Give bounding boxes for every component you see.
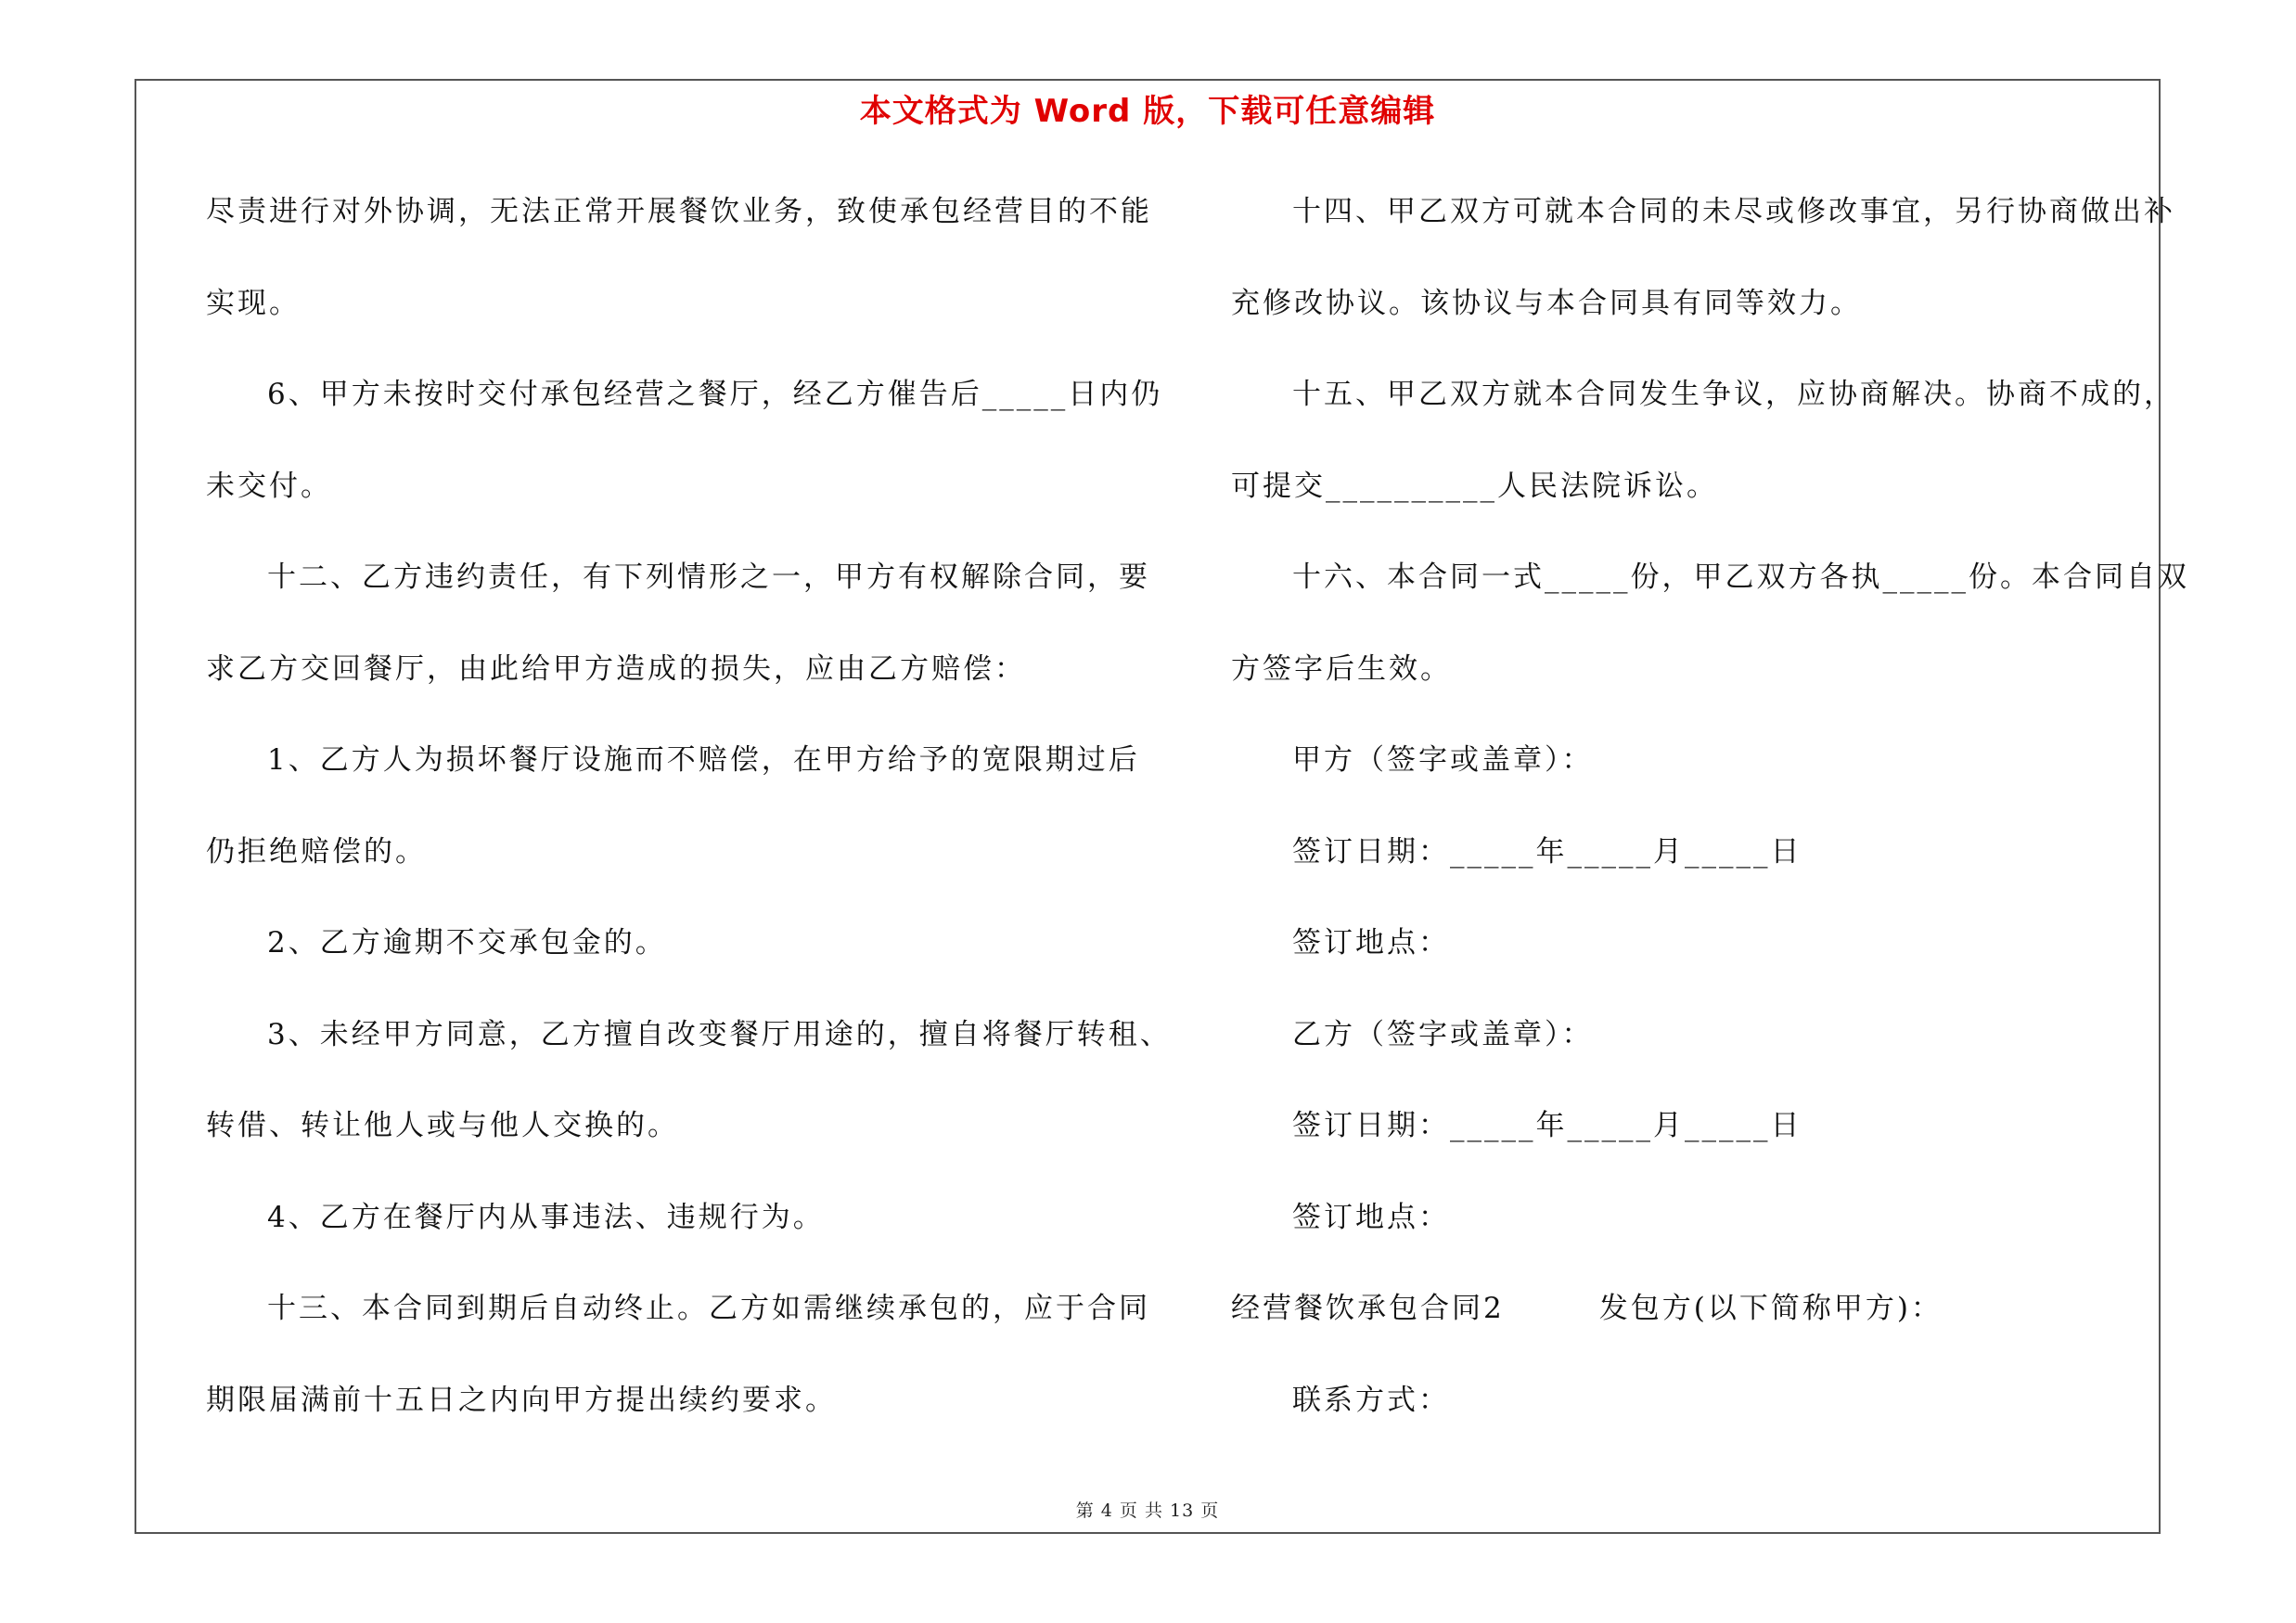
word-format-banner: 本文格式为 Word 版，下载可任意编辑 <box>859 93 1436 130</box>
page-number-footer: 第 4 页 共 13 页 <box>1075 1501 1220 1521</box>
right-column-paragraph-line: 签订地点： <box>1292 926 1450 960</box>
left-column-paragraph-line: 十三、本合同到期后自动终止。乙方如需继续承包的，应于合同 <box>267 1292 1150 1325</box>
left-column-paragraph-line: 3、未经甲方同意，乙方擅自改变餐厅用途的，擅自将餐厅转租、 <box>267 1017 1172 1051</box>
right-column-paragraph-line: 签订日期：_____年_____月_____日 <box>1292 834 1802 869</box>
right-column-paragraph-line: 十六、本合同一式_____份，甲乙双方各执_____份。本合同自双 <box>1292 560 2189 594</box>
right-column-paragraph-line: 甲方（签字或盖章）： <box>1292 743 1594 777</box>
left-column-paragraph-line: 仍拒绝赔偿的。 <box>206 834 427 869</box>
left-column-paragraph-line: 尽责进行对外协调，无法正常开展餐饮业务，致使承包经营目的不能 <box>206 195 1152 228</box>
right-column-paragraph-line: 充修改协议。该协议与本合同具有同等效力。 <box>1231 286 1862 320</box>
right-column-paragraph-line: 签订地点： <box>1292 1200 1450 1234</box>
left-text-column <box>206 186 1172 1465</box>
right-column-paragraph-line: 经营餐饮承包合同2 发包方(以下简称甲方)： <box>1231 1292 1943 1325</box>
right-column-paragraph-line: 签订日期：_____年_____月_____日 <box>1292 1109 1802 1142</box>
right-column-paragraph-line: 方签字后生效。 <box>1231 651 1452 686</box>
left-column-paragraph-line: 4、乙方在餐厅内从事违法、违规行为。 <box>267 1200 825 1234</box>
right-column-paragraph-line: 乙方（签字或盖章）： <box>1292 1017 1594 1051</box>
left-column-paragraph-line: 十二、乙方违约责任，有下列情形之一，甲方有权解除合同，要 <box>267 560 1150 594</box>
left-column-paragraph-line: 2、乙方逾期不交承包金的。 <box>267 926 667 960</box>
left-column-paragraph-line: 期限届满前十五日之内向甲方提出续约要求。 <box>206 1383 837 1417</box>
left-column-paragraph-line: 实现。 <box>206 286 301 320</box>
left-column-paragraph-line: 转借、转让他人或与他人交换的。 <box>206 1109 679 1142</box>
left-column-paragraph-line: 6、甲方未按时交付承包经营之餐厅，经乙方催告后_____日内仍 <box>267 378 1163 411</box>
right-column-paragraph-line: 十五、甲乙双方就本合同发生争议，应协商解决。协商不成的， <box>1292 378 2175 411</box>
right-text-column <box>1231 186 2189 1465</box>
right-column-paragraph-line: 联系方式： <box>1292 1383 1450 1417</box>
right-column-paragraph-line: 十四、甲乙双方可就本合同的未尽或修改事宜，另行协商做出补 <box>1292 195 2175 228</box>
left-column-paragraph-line: 1、乙方人为损坏餐厅设施而不赔偿，在甲方给予的宽限期过后 <box>267 743 1140 777</box>
right-column-paragraph-line: 可提交__________人民法院诉讼。 <box>1231 469 1718 503</box>
left-column-paragraph-line: 求乙方交回餐厅，由此给甲方造成的损失，应由乙方赔偿： <box>206 651 1026 686</box>
left-column-paragraph-line: 未交付。 <box>206 469 332 503</box>
